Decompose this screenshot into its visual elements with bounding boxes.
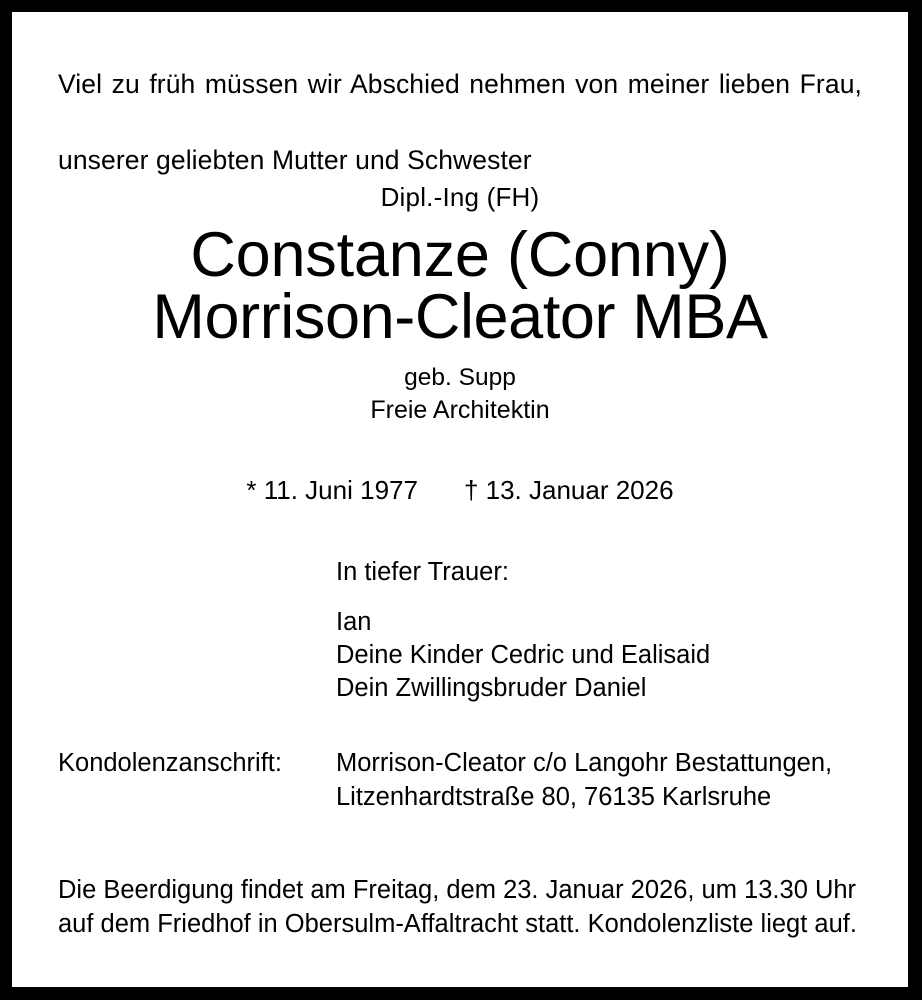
birth-date: * 11. Juni 1977	[246, 475, 418, 505]
obituary-content	[58, 12, 862, 987]
condolence-label: Kondolenzanschrift:	[58, 749, 282, 777]
mourner-entry: Ian	[336, 608, 372, 636]
death-date: † 13. Januar 2026	[463, 475, 674, 505]
mourners-block	[336, 556, 710, 705]
mourners-heading: In tiefer Trauer:	[336, 558, 509, 586]
funeral-line-1: Die Beerdigung findet am Freitag, dem 23. Januar 2026, um 13.30 Uhr	[58, 876, 857, 904]
condolence-address	[336, 746, 862, 814]
deceased-full-name	[58, 220, 862, 352]
condolence-address-line-2: Litzenhardtstraße 80, 76135 Karlsruhe	[336, 783, 772, 811]
deceased-name-block	[58, 180, 862, 427]
intro-line-2: unserer geliebten Mutter und Schwester	[58, 145, 532, 175]
mourner-entry: Dein Zwillingsbruder Daniel	[336, 674, 647, 702]
obituary-card	[12, 12, 908, 987]
name-line-2: Morrison-Cleator MBA	[152, 282, 768, 352]
profession: Freie Architektin	[370, 396, 550, 424]
funeral-info	[58, 873, 862, 941]
condolence-block	[58, 746, 862, 814]
intro-line-1: Viel zu früh müssen wir Abschied nehmen von meiner lieben Frau,	[58, 69, 862, 99]
condolence-address-line-1: Morrison-Cleator c/o Langohr Bestattungen,	[336, 749, 833, 777]
intro-paragraph	[58, 65, 862, 179]
maiden-name: geb. Supp	[404, 364, 516, 391]
degree-prefix: Dipl.-Ing (FH)	[380, 182, 540, 212]
name-line-1: Constanze (Conny)	[190, 220, 730, 290]
life-dates	[58, 473, 862, 507]
funeral-line-2: auf dem Friedhof in Obersulm-Affaltracht statt. Kondolenzliste liegt auf.	[58, 910, 857, 938]
mourner-entry: Deine Kinder Cedric und Ealisaid	[336, 641, 711, 669]
